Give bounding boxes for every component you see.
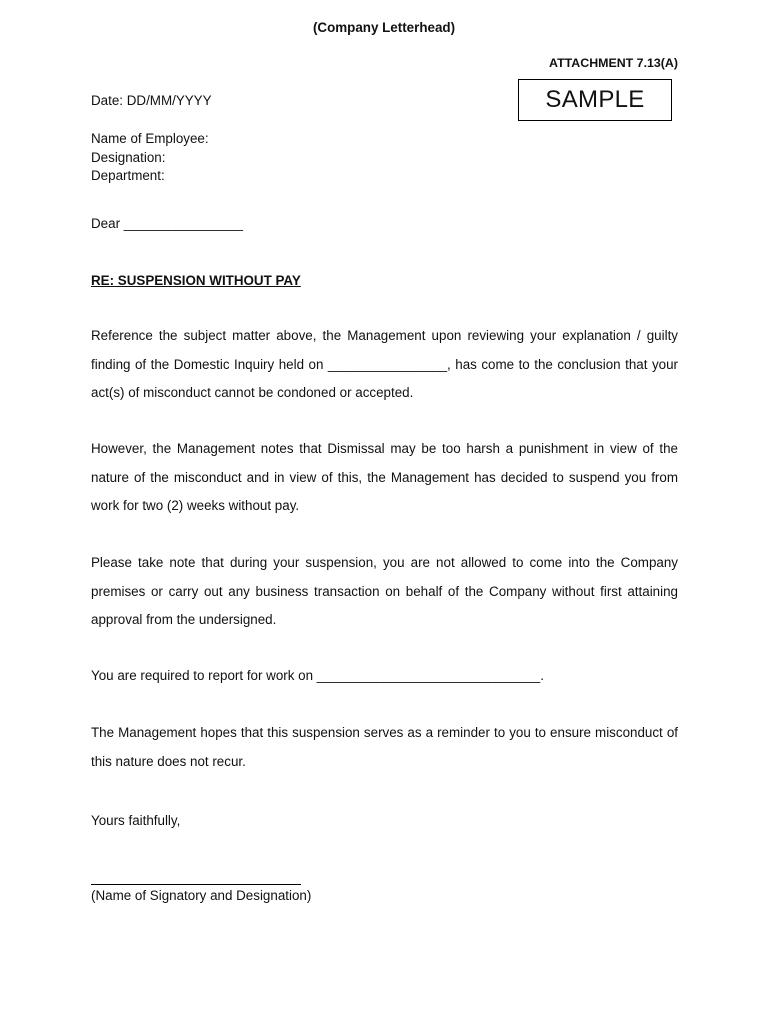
date-line: Date: DD/MM/YYYY [91,93,212,108]
body-paragraph-report-date: You are required to report for work on ______________________________. [91,668,544,683]
signature-line [91,884,301,885]
attachment-reference: ATTACHMENT 7.13(A) [549,56,678,70]
signatory-label: (Name of Signatory and Designation) [91,888,312,903]
body-paragraph-reminder: The Management hopes that this suspension serves as a reminder to you to ensure misconduct of this nature does not recur. [91,725,678,769]
employee-name-label: Name of Employee: [91,131,209,146]
body-paragraph-restrictions: Please take note that during your suspension, you are not allowed to come into the Company premises or carry out any business transaction on behalf of the Company without first attaining approval from the undersigned. [91,555,678,627]
valediction: Yours faithfully, [91,813,181,828]
department-label: Department: [91,168,165,183]
designation-label: Designation: [91,150,166,165]
company-letterhead: (Company Letterhead) [312,20,456,35]
body-paragraph-punishment: However, the Management notes that Dismissal may be too harsh a punishment in view of the nature of the misconduct and in view of this, the Management has decided to suspend you from work for two (2) weeks without pay. [91,441,678,513]
salutation: Dear ________________ [91,216,243,231]
sample-stamp: SAMPLE [518,79,672,121]
body-paragraph-reference: Reference the subject matter above, the Management upon reviewing your explanation / guilty finding of the Domestic Inquiry held on ________________, has come to the conclusion that your act(s) of misconduct cannot be condoned or accepted. [91,328,678,400]
subject-line: RE: SUSPENSION WITHOUT PAY [91,273,301,288]
